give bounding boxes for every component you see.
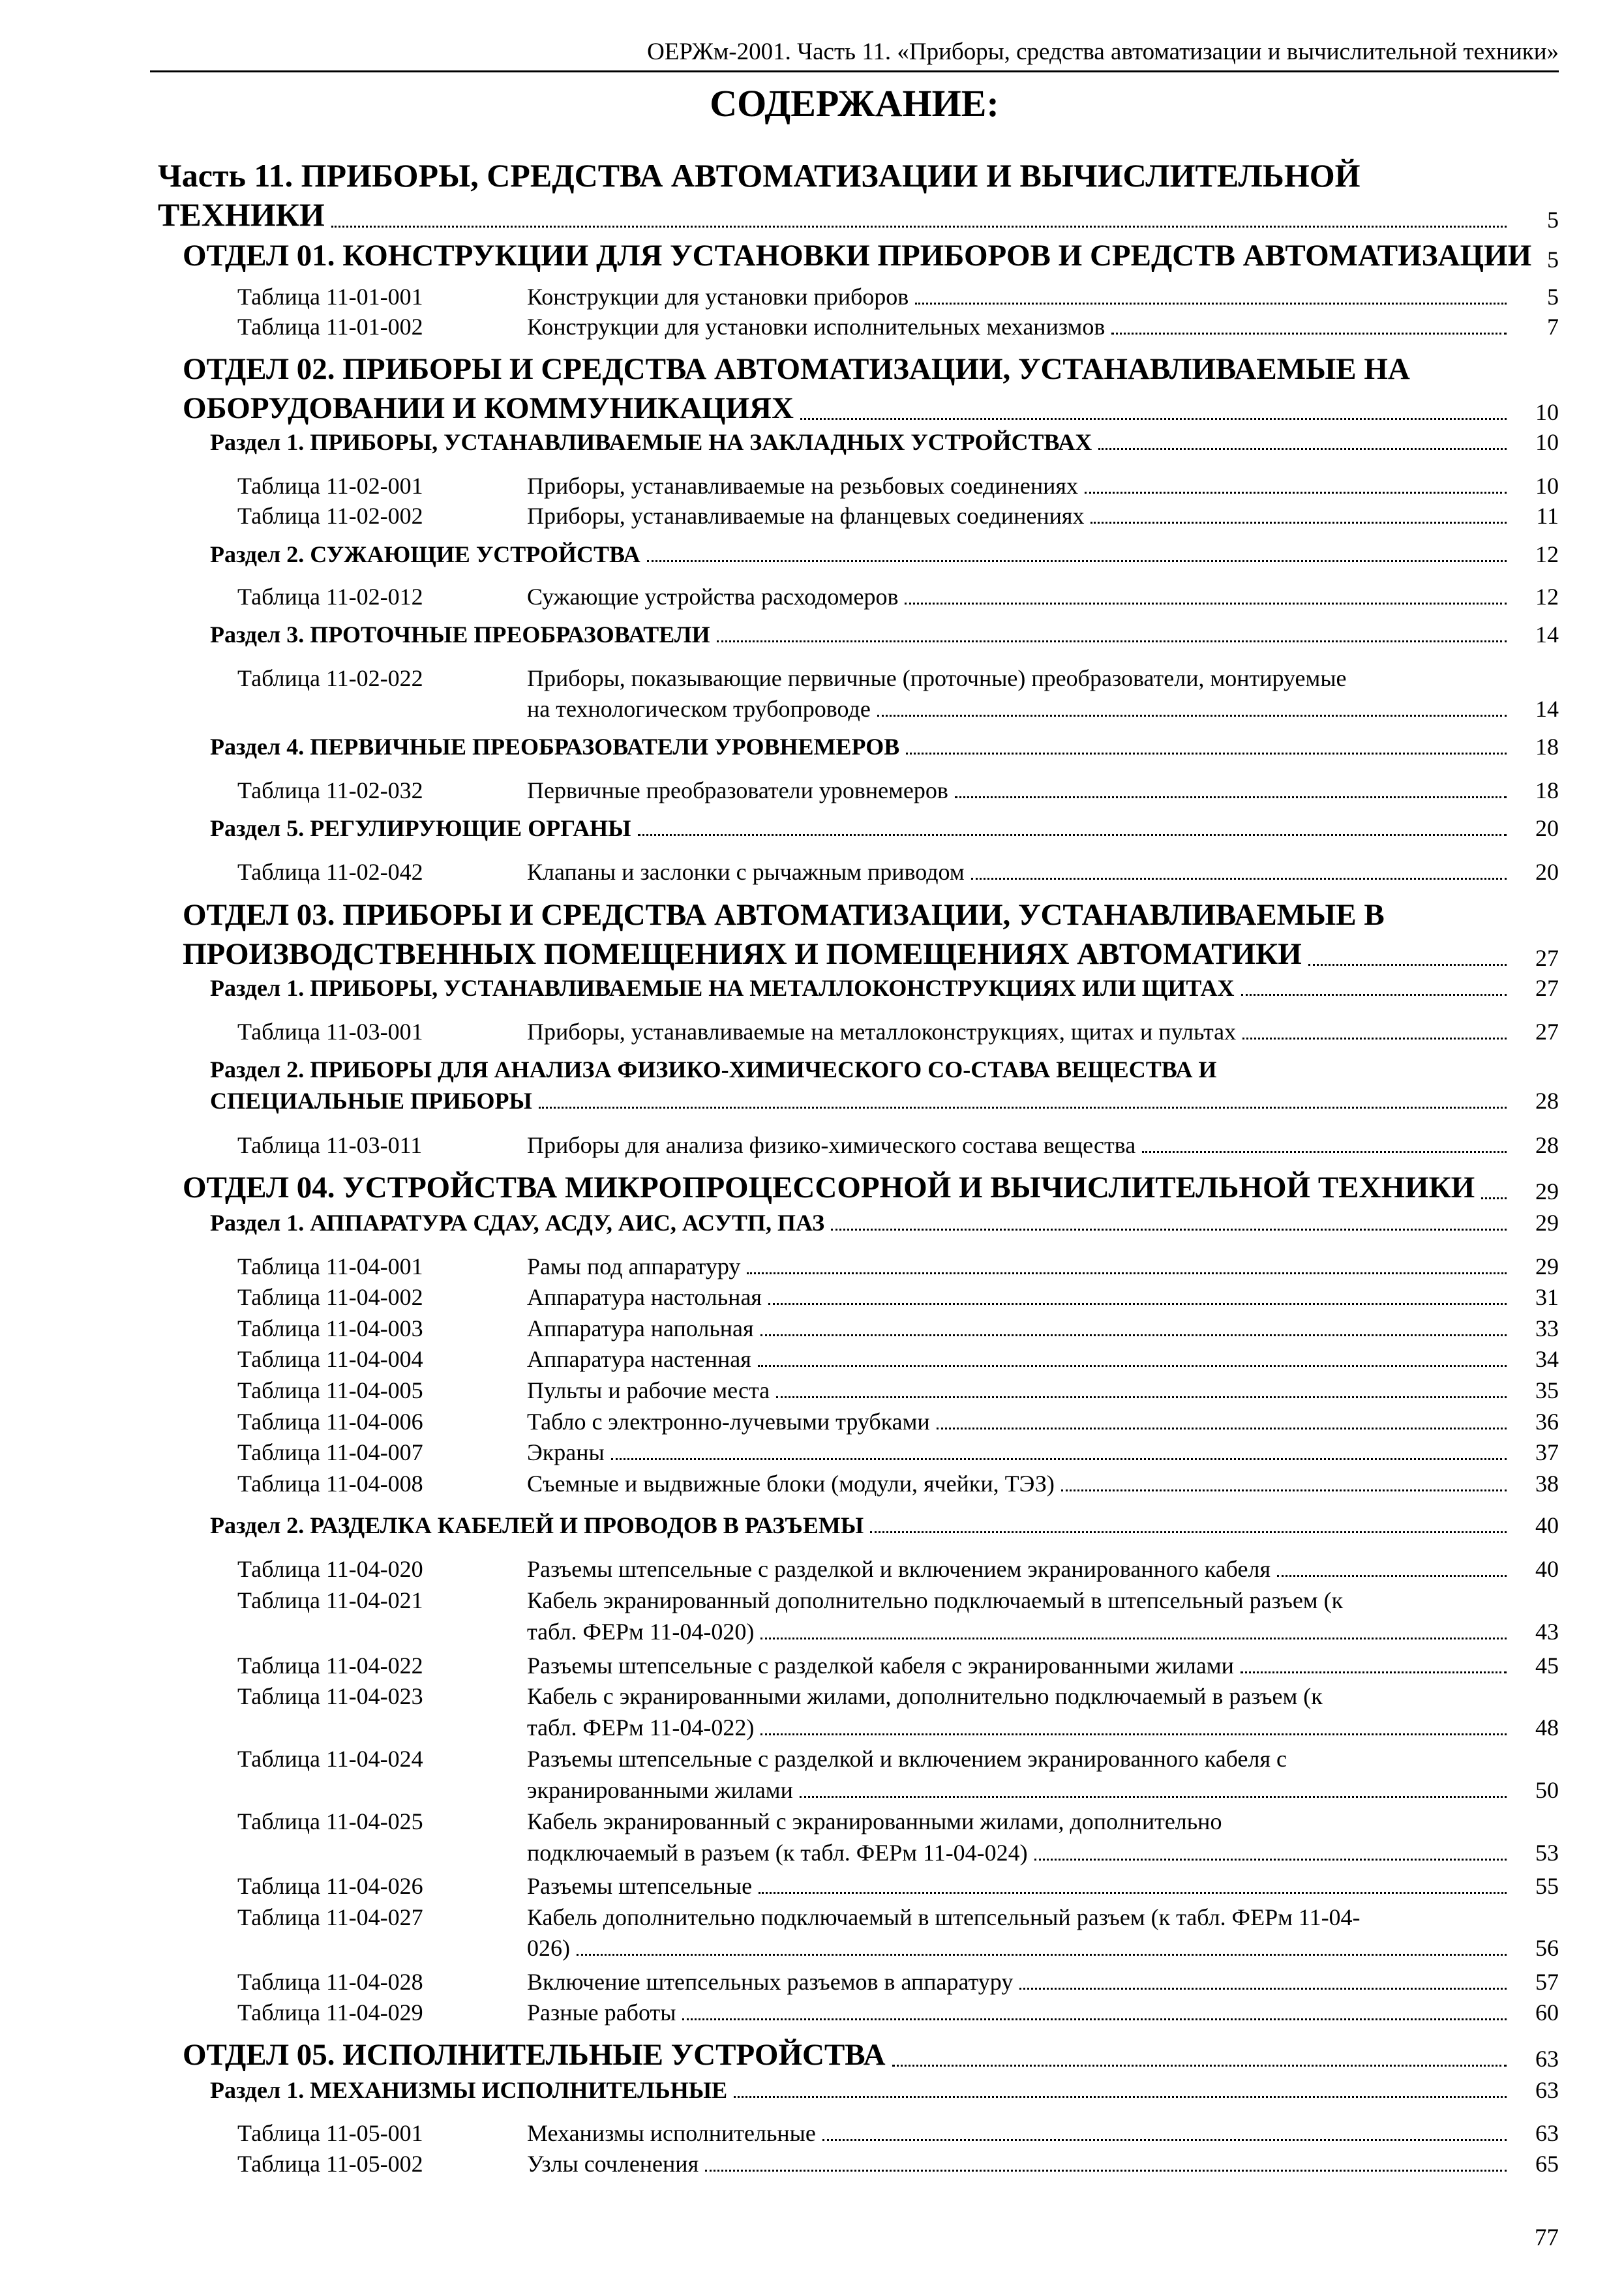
toc-table-label: Таблица 11-02-012 bbox=[237, 584, 423, 610]
toc-dot-leader bbox=[682, 2018, 1507, 2020]
toc-table-title: Кабель экранированный с экранированными жилами, дополнительно bbox=[527, 1808, 1222, 1834]
toc-page-number: 18 bbox=[1535, 777, 1559, 803]
toc-page-number: 14 bbox=[1535, 696, 1559, 722]
toc-page-number: 60 bbox=[1535, 1999, 1559, 2026]
toc-table-label: Таблица 11-04-001 bbox=[237, 1253, 423, 1279]
toc-table-label: Таблица 11-04-021 bbox=[237, 1587, 423, 1613]
toc-dot-leader bbox=[577, 1954, 1507, 1956]
toc-table-title: Приборы, устанавливаемые на фланцевых соединениях bbox=[527, 503, 1085, 529]
toc-page-number: 12 bbox=[1535, 541, 1559, 567]
toc-table-title: табл. ФЕРм 11-04-022) bbox=[527, 1714, 755, 1741]
toc-page-number: 7 bbox=[1547, 314, 1559, 340]
toc-section-title: Раздел 2. ПРИБОРЫ ДЛЯ АНАЛИЗА ФИЗИКО-ХИМИЧЕСКОГО СО-СТАВА ВЕЩЕСТВА И bbox=[210, 1056, 1217, 1083]
toc-section-title: Раздел 1. ПРИБОРЫ, УСТАНАВЛИВАЕМЫЕ НА ЗАКЛАДНЫХ УСТРОЙСТВАХ bbox=[210, 429, 1092, 455]
toc-page-number: 43 bbox=[1535, 1619, 1559, 1645]
toc-table-label: Таблица 11-03-011 bbox=[237, 1132, 423, 1158]
toc-table-title: Аппаратура настольная bbox=[527, 1284, 762, 1310]
toc-page-number: 36 bbox=[1535, 1409, 1559, 1435]
toc-table-label: Таблица 11-04-005 bbox=[237, 1377, 423, 1403]
toc-table-label: Таблица 11-05-001 bbox=[237, 2120, 423, 2146]
toc-table-title: Разные работы bbox=[527, 1999, 676, 2026]
toc-page-number: 28 bbox=[1535, 1088, 1559, 1114]
toc-table-label: Таблица 11-04-024 bbox=[237, 1746, 423, 1772]
toc-table-title: на технологическом трубопроводе bbox=[527, 696, 871, 722]
toc-table-label: Таблица 11-01-001 bbox=[237, 284, 423, 310]
toc-page-number: 33 bbox=[1535, 1315, 1559, 1341]
toc-page-number: 37 bbox=[1535, 1439, 1559, 1465]
toc-dot-leader bbox=[1241, 994, 1507, 996]
toc-page-number: 10 bbox=[1535, 429, 1559, 455]
toc-table-label: Таблица 11-02-042 bbox=[237, 859, 423, 885]
toc-dot-leader bbox=[937, 1428, 1507, 1429]
toc-table-title: Механизмы исполнительные bbox=[527, 2120, 816, 2146]
toc-department-title: ОБОРУДОВАНИИ И КОММУНИКАЦИЯХ bbox=[183, 391, 794, 425]
toc-page-number: 12 bbox=[1535, 584, 1559, 610]
toc-table-title: Приборы, устанавливаемые на металлоконструкциях, щитах и пультах bbox=[527, 1019, 1237, 1045]
toc-page-number: 20 bbox=[1535, 859, 1559, 885]
toc-table-title: Приборы для анализа физико-химического состава вещества bbox=[527, 1132, 1136, 1158]
toc-table-title: Разъемы штепсельные с разделкой кабеля с экранированными жилами bbox=[527, 1653, 1234, 1679]
toc-page-number: 34 bbox=[1535, 1346, 1559, 1372]
toc-department-title: ПРОИЗВОДСТВЕННЫХ ПОМЕЩЕНИЯХ И ПОМЕЩЕНИЯХ АВТОМАТИКИ bbox=[183, 937, 1302, 971]
toc-dot-leader bbox=[822, 2139, 1507, 2141]
toc-table-label: Таблица 11-04-028 bbox=[237, 1969, 423, 1995]
toc-dot-leader bbox=[1142, 1151, 1507, 1153]
toc-dot-leader bbox=[1085, 492, 1507, 494]
toc-table-label: Таблица 11-04-022 bbox=[237, 1653, 423, 1679]
toc-page-number: 55 bbox=[1535, 1873, 1559, 1899]
toc-table-label: Таблица 11-04-020 bbox=[237, 1556, 423, 1582]
toc-dot-leader bbox=[870, 1531, 1507, 1533]
toc-table-label: Таблица 11-03-001 bbox=[237, 1019, 423, 1045]
toc-table-title: Табло с электронно-лучевыми трубками bbox=[527, 1409, 930, 1435]
toc-table-title: Узлы сочленения bbox=[527, 2151, 699, 2177]
toc-dot-leader bbox=[1111, 333, 1507, 335]
toc-table-label: Таблица 11-02-002 bbox=[237, 503, 423, 529]
toc-dot-leader bbox=[1481, 1197, 1507, 1199]
toc-page-number: 28 bbox=[1535, 1132, 1559, 1158]
toc-table-label: Таблица 11-02-032 bbox=[237, 777, 423, 803]
toc-dot-leader bbox=[647, 560, 1507, 562]
toc-table-title: Аппаратура настенная bbox=[527, 1346, 751, 1372]
toc-department-title: ОТДЕЛ 05. ИСПОЛНИТЕЛЬНЫЕ УСТРОЙСТВА bbox=[183, 2038, 886, 2072]
toc-page-number: 50 bbox=[1535, 1777, 1559, 1803]
toc-page-number: 5 bbox=[1547, 207, 1559, 233]
toc-page-number: 18 bbox=[1535, 734, 1559, 760]
toc-section-title: Раздел 5. РЕГУЛИРУЮЩИЕ ОРГАНЫ bbox=[210, 815, 631, 841]
toc-dot-leader bbox=[760, 1334, 1507, 1336]
toc-page-number: 10 bbox=[1535, 473, 1559, 499]
toc-table-label: Таблица 11-04-004 bbox=[237, 1346, 423, 1372]
toc-table-title: Конструкции для установки исполнительных механизмов bbox=[527, 314, 1105, 340]
toc-dot-leader bbox=[1034, 1859, 1507, 1861]
toc-table-label: Таблица 11-04-025 bbox=[237, 1808, 423, 1834]
toc-page-number: 29 bbox=[1535, 1178, 1559, 1204]
toc-dot-leader bbox=[800, 418, 1507, 420]
toc-page-number: 40 bbox=[1535, 1512, 1559, 1538]
toc-table-title: Приборы, устанавливаемые на резьбовых соединениях bbox=[527, 473, 1078, 499]
toc-page-number: 29 bbox=[1535, 1253, 1559, 1279]
toc-dot-leader bbox=[955, 796, 1507, 798]
toc-page-number: 14 bbox=[1535, 621, 1559, 648]
toc-page-number: 56 bbox=[1535, 1935, 1559, 1961]
toc-table-title: Кабель с экранированными жилами, дополнительно подключаемый в разъем (к bbox=[527, 1683, 1323, 1709]
toc-page-number: 5 bbox=[1547, 247, 1559, 273]
page-title: СОДЕРЖАНИЕ: bbox=[710, 82, 999, 125]
toc-table-label: Таблица 11-02-022 bbox=[237, 665, 423, 691]
toc-table-title: Рамы под аппаратуру bbox=[527, 1253, 741, 1279]
toc-table-title: Разъемы штепсельные с разделкой и включением экранированного кабеля bbox=[527, 1556, 1271, 1582]
toc-dot-leader bbox=[776, 1396, 1507, 1398]
toc-table-label: Таблица 11-04-023 bbox=[237, 1683, 423, 1709]
toc-table-title: табл. ФЕРм 11-04-020) bbox=[527, 1619, 755, 1645]
toc-dot-leader bbox=[1277, 1575, 1507, 1577]
toc-section-title: Раздел 1. ПРИБОРЫ, УСТАНАВЛИВАЕМЫЕ НА МЕТАЛЛОКОНСТРУКЦИЯХ ИЛИ ЩИТАХ bbox=[210, 975, 1235, 1001]
toc-section-title: Раздел 1. АППАРАТУРА СДАУ, АСДУ, АИС, АСУТП, ПАЗ bbox=[210, 1210, 825, 1236]
toc-dot-leader bbox=[759, 1892, 1507, 1894]
toc-table-title: Кабель дополнительно подключаемый в штепсельный разъем (к табл. ФЕРм 11-04- bbox=[527, 1904, 1361, 1930]
toc-dot-leader bbox=[1061, 1489, 1507, 1491]
toc-page-number: 53 bbox=[1535, 1840, 1559, 1866]
toc-department-title: ОТДЕЛ 03. ПРИБОРЫ И СРЕДСТВА АВТОМАТИЗАЦИИ, УСТАНАВЛИВАЕМЫЕ В bbox=[183, 898, 1385, 932]
toc-table-title: Конструкции для установки приборов bbox=[527, 284, 909, 310]
toc-table-label: Таблица 11-05-002 bbox=[237, 2151, 423, 2177]
toc-dot-leader bbox=[734, 2096, 1507, 2098]
toc-department-title: ОТДЕЛ 01. КОНСТРУКЦИИ ДЛЯ УСТАНОВКИ ПРИБОРОВ И СРЕДСТВ АВТОМАТИЗАЦИИ bbox=[183, 239, 1532, 273]
toc-table-title: Разъемы штепсельные bbox=[527, 1873, 753, 1899]
toc-table-label: Таблица 11-04-027 bbox=[237, 1904, 423, 1930]
toc-page-number: 31 bbox=[1535, 1284, 1559, 1310]
toc-part-title: ТЕХНИКИ bbox=[158, 196, 325, 233]
toc-table-label: Таблица 11-04-029 bbox=[237, 1999, 423, 2026]
toc-table-label: Таблица 11-04-003 bbox=[237, 1315, 423, 1341]
toc-section-title: Раздел 4. ПЕРВИЧНЫЕ ПРЕОБРАЗОВАТЕЛИ УРОВНЕМЕРОВ bbox=[210, 734, 900, 760]
toc-dot-leader bbox=[611, 1458, 1507, 1460]
toc-dot-leader bbox=[831, 1229, 1507, 1231]
toc-page-number: 65 bbox=[1535, 2151, 1559, 2177]
toc-section-title: Раздел 1. МЕХАНИЗМЫ ИСПОЛНИТЕЛЬНЫЕ bbox=[210, 2077, 728, 2103]
toc-dot-leader bbox=[906, 753, 1507, 755]
toc-table-label: Таблица 11-04-007 bbox=[237, 1439, 423, 1465]
toc-dot-leader bbox=[539, 1107, 1507, 1109]
toc-dot-leader bbox=[768, 1303, 1507, 1305]
toc-table-title: Первичные преобразователи уровнемеров bbox=[527, 777, 948, 803]
toc-table-title: Включение штепсельных разъемов в аппаратуру bbox=[527, 1969, 1014, 1995]
toc-page-number: 48 bbox=[1535, 1714, 1559, 1741]
toc-table-title: подключаемый в разъем (к табл. ФЕРм 11-04-024) bbox=[527, 1840, 1028, 1866]
toc-table-label: Таблица 11-04-002 bbox=[237, 1284, 423, 1310]
toc-page-number: 27 bbox=[1535, 945, 1559, 971]
toc-dot-leader bbox=[915, 303, 1507, 305]
toc-section-title: Раздел 2. РАЗДЕЛКА КАБЕЛЕЙ И ПРОВОДОВ В РАЗЪЕМЫ bbox=[210, 1512, 864, 1538]
toc-table-title: Аппаратура напольная bbox=[527, 1315, 754, 1341]
toc-table-label: Таблица 11-04-026 bbox=[237, 1873, 423, 1899]
toc-section-title: СПЕЦИАЛЬНЫЕ ПРИБОРЫ bbox=[210, 1088, 532, 1114]
toc-page-number: 29 bbox=[1535, 1210, 1559, 1236]
toc-page-number: 63 bbox=[1535, 2120, 1559, 2146]
toc-page-number: 5 bbox=[1547, 284, 1559, 310]
toc-dot-leader bbox=[1019, 1988, 1507, 1990]
toc-page-number: 63 bbox=[1535, 2077, 1559, 2103]
toc-department-title: ОТДЕЛ 02. ПРИБОРЫ И СРЕДСТВА АВТОМАТИЗАЦИИ, УСТАНАВЛИВАЕМЫЕ НА bbox=[183, 352, 1410, 386]
toc-table-title: Разъемы штепсельные с разделкой и включением экранированного кабеля с bbox=[527, 1746, 1287, 1772]
toc-table-label: Таблица 11-01-002 bbox=[237, 314, 423, 340]
toc-page-number: 38 bbox=[1535, 1471, 1559, 1497]
toc-dot-leader bbox=[877, 715, 1507, 717]
toc-table-title: Кабель экранированный дополнительно подключаемый в штепсельный разъем (к bbox=[527, 1587, 1344, 1613]
toc-table-title: Пульты и рабочие места bbox=[527, 1377, 770, 1403]
toc-dot-leader bbox=[717, 640, 1507, 642]
toc-dot-leader bbox=[638, 834, 1507, 836]
toc-table-title: Экраны bbox=[527, 1439, 605, 1465]
toc-part-title: Часть 11. ПРИБОРЫ, СРЕДСТВА АВТОМАТИЗАЦИИ И ВЫЧИСЛИТЕЛЬНОЙ bbox=[158, 157, 1361, 194]
toc-table-label: Таблица 11-04-006 bbox=[237, 1409, 423, 1435]
toc-table-label: Таблица 11-04-008 bbox=[237, 1471, 423, 1497]
toc-page-number: 35 bbox=[1535, 1377, 1559, 1403]
running-header: ОЕРЖм-2001. Часть 11. «Приборы, средства автоматизации и вычислительной техники» bbox=[647, 38, 1559, 65]
toc-table-title: Приборы, показывающие первичные (проточные) преобразователи, монтируемые bbox=[527, 665, 1347, 691]
toc-dot-leader bbox=[1090, 522, 1507, 524]
toc-dot-leader bbox=[758, 1365, 1507, 1367]
toc-page-number: 10 bbox=[1535, 399, 1559, 425]
toc-table-title: Сужающие устройства расходомеров bbox=[527, 584, 899, 610]
toc-dot-leader bbox=[892, 2065, 1507, 2067]
toc-dot-leader bbox=[747, 1272, 1507, 1274]
toc-table-title: экранированными жилами bbox=[527, 1777, 793, 1803]
toc-page-number: 11 bbox=[1536, 503, 1559, 529]
toc-department-title: ОТДЕЛ 04. УСТРОЙСТВА МИКРОПРОЦЕССОРНОЙ И ВЫЧИСЛИТЕЛЬНОЙ ТЕХНИКИ bbox=[183, 1171, 1475, 1204]
toc-page-number: 57 bbox=[1535, 1969, 1559, 1995]
toc-dot-leader bbox=[1098, 448, 1507, 450]
toc-page-number: 63 bbox=[1535, 2046, 1559, 2072]
toc-dot-leader bbox=[1242, 1038, 1507, 1040]
toc-dot-leader bbox=[1241, 1671, 1507, 1673]
toc-section-title: Раздел 3. ПРОТОЧНЫЕ ПРЕОБРАЗОВАТЕЛИ bbox=[210, 621, 710, 648]
toc-dot-leader bbox=[1308, 964, 1507, 966]
toc-dot-leader bbox=[760, 1638, 1507, 1639]
toc-section-title: Раздел 2. СУЖАЮЩИЕ УСТРОЙСТВА bbox=[210, 541, 640, 567]
toc-table-label: Таблица 11-02-001 bbox=[237, 473, 423, 499]
toc-table-title: Клапаны и заслонки с рычажным приводом bbox=[527, 859, 965, 885]
toc-dot-leader bbox=[905, 603, 1507, 605]
toc-dot-leader bbox=[971, 878, 1507, 880]
toc-page-number: 27 bbox=[1535, 975, 1559, 1001]
toc-page-number: 20 bbox=[1535, 815, 1559, 841]
toc-page-number: 40 bbox=[1535, 1556, 1559, 1582]
toc-page-number: 27 bbox=[1535, 1019, 1559, 1045]
toc-dot-leader bbox=[800, 1796, 1507, 1798]
toc-table-title: Съемные и выдвижные блоки (модули, ячейки, ТЭЗ) bbox=[527, 1471, 1055, 1497]
toc-dot-leader bbox=[705, 2170, 1507, 2172]
toc-dot-leader bbox=[760, 1733, 1507, 1735]
toc-page-number: 45 bbox=[1535, 1653, 1559, 1679]
toc-table-title: 026) bbox=[527, 1935, 570, 1961]
page-number: 77 bbox=[1535, 2224, 1559, 2251]
toc-dot-leader bbox=[331, 226, 1507, 228]
